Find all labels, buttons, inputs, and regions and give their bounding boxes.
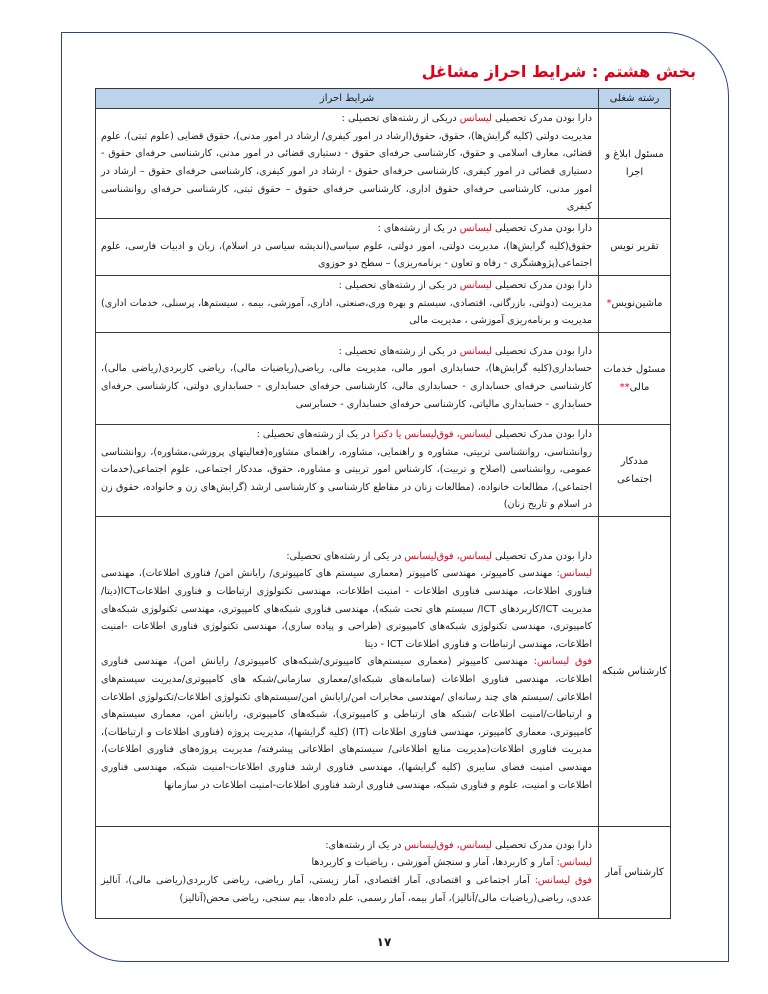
degree-label: لیسانس xyxy=(459,113,492,125)
conditions-cell xyxy=(96,517,599,827)
master-list xyxy=(101,872,592,907)
degree-label: لیسانس، فوق‌لیسانس xyxy=(404,550,492,562)
conditions-text: روانشناسی، روانشناسی تربیتی، مشاوره و راهنمایی، مشاوره، راهنمای مشاوره(فعالیتهای پرورشی،مشاوره)، روانشناسی عمومی، روانشناسی (اصلاح و تربیت)، کارشناس امور تربیتی و مشاوره، حقوق، مددکار اجتماعی، علوم اجتماعی(خدمات اجتماعی)، مطالعات خانواده، (مطالعات زنان در مقاطع کارشناسی و کارشناسی ارشد (گرایش‌های زن و خانواده، حقوق زن در اسلام و تاریخ زنان) xyxy=(101,446,592,511)
job-title: تقریر نویس xyxy=(599,219,671,276)
degree-label: لیسانس xyxy=(459,345,492,357)
job-title: مددکار اجتماعی xyxy=(599,425,671,517)
conditions-cell xyxy=(96,333,599,425)
requirements-table xyxy=(95,88,671,919)
table-row xyxy=(96,219,671,276)
table-row xyxy=(96,425,671,517)
table-row xyxy=(96,827,671,919)
conditions-cell xyxy=(96,109,599,219)
job-title: مسئول ابلاغ و اجرا xyxy=(599,109,671,219)
conditions-text: مدیریت دولتی (کلیه گرایش‌ها)، حقوق، حقوق(ارشاد در امور کیفری/ ارشاد در امور مدنی)، حقوق قضایی (علوم ثبتی)، علوم قضائی، معارف اسلامی و حقوق، کارشناسی حرفه‌ای حقوق - دستیاری قضائی در امور مدنی، کارشناسی حرفه‌ای حقوق - دستیاری قضائی در امور کیفری، کارشناسی حرفه‌ای حقوق - ارشاد در امور کیفری، کارشناسی حرفه‌ای حقوق – ارشاد در امور مدنی، کارشناسی حرفه‌ای حقوق اداری، کارشناسی حرفه‌ای حقوق – حقوق ثبتی، کارشناسی حرفه‌ای روانشناسی کیفری xyxy=(101,130,592,213)
degree-label: لیسانس xyxy=(459,280,492,292)
bachelor-label: لیسانس: xyxy=(556,857,592,869)
table-row xyxy=(96,109,671,219)
conditions-intro: دارا بودن مدرک تحصیلی لیسانس، فوق‌لیسانس در یک از رشته‌های: xyxy=(325,839,592,851)
conditions-intro: دارا بودن مدرک تحصیلی لیسانس در یک از رشته‌های : xyxy=(377,223,592,235)
header-job: رشته شغلی xyxy=(599,89,671,109)
table-row xyxy=(96,517,671,827)
section-title: بخش هشتم : شرایط احراز مشاغل xyxy=(421,62,696,81)
degree-label: لیسانس، فوق‌لیسانس یا دکترا xyxy=(373,429,492,441)
bachelor-list xyxy=(101,565,592,653)
conditions-cell xyxy=(96,219,599,276)
master-list xyxy=(101,653,592,794)
degree-label: لیسانس xyxy=(459,223,492,235)
bachelor-text: آمار و کاربردها، آمار و سنجش آموزشی ، ریاضیات و کاربردها xyxy=(311,857,557,869)
master-text: مهندسی کامپیوتر (معماری سیستم‌های کامپیوتری/شبکه‌های کامپیوتری/ رایانش امن)، مهندسی فناوری اطلاعات، مهندسی فناوری اطلاعات (سامانه‌های شبکه‌ای/معماری سازمانی/شبکه های کامپیوتری/مدیریت سیستم‌های اطلاعاتی /سیستم های چند رسانه‌ای /مهندسی مخابرات امن/رایانش امن/سیستم‌های تکنولوژی اطلاعات/تکنولوژی اطلاعات و ارتباطات/امنیت اطلاعات /شبکه های ارتباطی و کامپیوتری)، شبکه‌های کامپیوتری، رایانش امن، معماری سیستم‌های کامپیوتری، معماری کامپیوتر، مهندسی فناوری اطلاعات (IT) (کلیه گرایشها)، مدیریت پروژه (فناوری اطلاعات و ارتباطات)، مدیریت فناوری اطلاعات(مدیریت منابع اطلاعاتی/ سیستم‌های اطلاعاتی پیشرفته/ مدیریت پروژه‌های فناوری اطلاعات)، مهندسی امنیت فضای سایبری (کلیه گرایشها)، مهندسی فناوری ارشد فناوری اطلاعات-امنیت شبکه، مهندسی فناوری اطلاعات و امنیت، علوم و فناوری شبکه، مهندسی فناوری ارشد فناوری اطلاعات-امنیت اطلاعات در سازمانها xyxy=(101,656,592,791)
job-title: کارشناس آمار xyxy=(599,827,671,919)
job-title: ماشین‌نویس* xyxy=(599,276,671,333)
conditions-cell xyxy=(96,425,599,517)
conditions-text: مدیریت (دولتی، بازرگانی، اقتصادی، سیستم و بهره وری،صنعتی، اداری، آموزشی، بیمه ، سیستم‌ها، پرسنلی، خدمات اداری) مدیریت و برنامه‌ریزی آموزشی ، مدیریت مالی xyxy=(101,297,592,327)
footnote-mark: ** xyxy=(619,381,630,393)
footnote-mark: * xyxy=(606,298,612,309)
bachelor-list xyxy=(101,854,592,872)
conditions-cell xyxy=(96,827,599,919)
conditions-text: حقوق(کلیه گرایش‌ها)، مدیریت دولتی، امور دولتی، علوم سیاسی(اندیشه سیاسی در اسلام)، زبان و ادبیات فارسی، علوم اجتماعی(پژوهشگری - رفاه و تعاون - برنامه‌ریزی) – سطح دو حوزوی xyxy=(101,240,592,270)
bachelor-label: لیسانس: xyxy=(556,568,592,580)
conditions-intro: دارا بودن مدرک تحصیلی لیسانس، فوق‌لیسانس یا دکترا در یک از رشته‌های تحصیلی : xyxy=(256,429,592,441)
bachelor-text: مهندسی کامپیوتر، مهندسی کامپیوتر (معماری سیستم های کامپیوتری/ رایانش امن/ فناوری اطلاعات)، مهندسی فناوری اطلاعات، مهندسی فناوری اطلاعات - امنیت اطلاعات، مهندسی تکنولوژی ارتباطات و فناوری اطلاعاتICT(دیتا/ مدیریت ICT/کاربردهای ICT/ سیستم های تحت شبکه)، مهندسی فناوری شبکه‌های کامپیوتری، مهندسی تکنولوژی شبکه‌های کامپیوتری، مهندسی تکنولوژی شبکه‌های کامپیوتری (طراحی و پیاده سازی)، مهندسی تکنولوژی فناوری اطلاعات -امنیت اطلاعات، مهندسی ارتباطات و فناوری اطلاعات ICT - دیتا xyxy=(101,568,592,650)
job-title: مسئول خدمات مالی** xyxy=(599,333,671,425)
page-number: ۱۷ xyxy=(376,935,392,949)
conditions-intro: دارا بودن مدرک تحصیلی لیسانس در یکی از رشته‌های تحصیلی : xyxy=(338,280,592,292)
conditions-intro: دارا بودن مدرک تحصیلی لیسانس دریکی از رشته‌های تحصیلی : xyxy=(341,113,592,125)
job-title: کارشناس شبکه xyxy=(599,517,671,827)
master-label: فوق لیسانس: xyxy=(534,875,593,886)
table-row xyxy=(96,333,671,425)
degree-label: لیسانس، فوق‌لیسانس xyxy=(404,839,492,851)
table-header-row xyxy=(96,89,671,109)
conditions-text: حسابداری(کلیه گرایش‌ها)، حسابداری امور مالی، مدیریت مالی، ریاضی(ریاضیات مالی)، ریاضی کاربردی(ریاضی مالی)، کارشناسی حرفه‌ای حسابداری - حسابداری مالی، کارشناسی حرفه‌ای حسابداری - حسابداری دولتی، کارشناسی حرفه‌ای حسابداری - حسابداری مالیاتی، کارشناسی حرفه‌ای حسابداری - حسابرسی xyxy=(101,363,592,410)
conditions-intro: دارا بودن مدرک تحصیلی لیسانس در یکی از رشته‌های تحصیلی : xyxy=(338,345,592,357)
header-conditions: شرایط احراز xyxy=(96,89,599,109)
table-row xyxy=(96,276,671,333)
master-label: فوق لیسانس: xyxy=(533,656,592,668)
conditions-cell xyxy=(96,276,599,333)
conditions-intro: دارا بودن مدرک تحصیلی لیسانس، فوق‌لیسانس در یکی از رشته‌های تحصیلی: xyxy=(286,550,592,562)
master-text: آمار اجتماعی و اقتصادی، آمار اقتصادی، آمار زیستی، آمار ریاضی، ریاضی کاربردی(ریاضی مالی)، آنالیز عددی، ریاضی(ریاضیات مالی/آنالیز)، آمار بیمه، آمار رسمی، علم داده‌ها، بیم سنجی، ریاضی محض(آنالیز) xyxy=(101,875,592,904)
